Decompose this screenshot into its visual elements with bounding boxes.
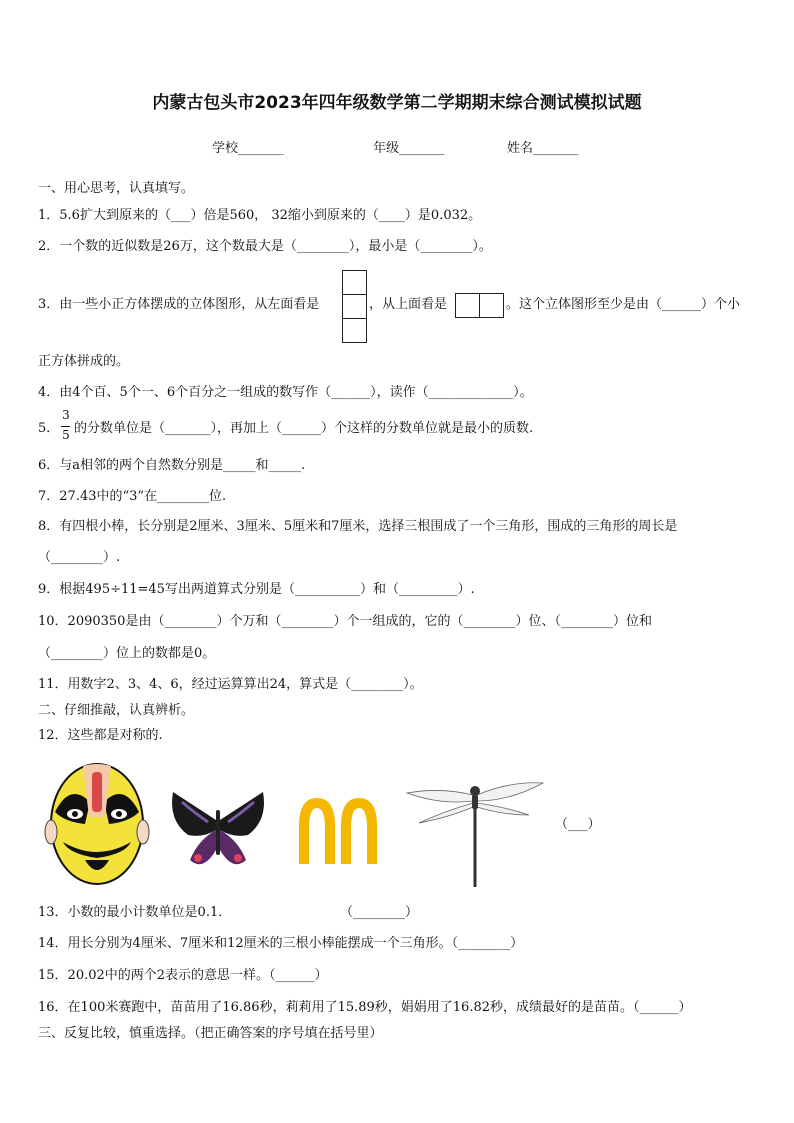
question-6: 6．与a相邻的两个自然数分别是_____和_____. (38, 458, 306, 473)
question-5-text: 的分数单位是（_______），再加上（______）个这样的分数单位就是最小的质数. (74, 421, 534, 436)
top-view-square-left (455, 293, 480, 318)
question-7: 7．27.43中的“3”在________位. (38, 489, 227, 504)
grade-field: 年级_______ (373, 141, 445, 156)
question-3-part-b: ，从上面看是 (369, 297, 448, 312)
question-15: 15．20.02中的两个2表示的意思一样。（______） (38, 968, 328, 983)
question-12: 12．这些都是对称的. (38, 728, 163, 743)
section-1-heading: 一、用心思考，认真填写。 (38, 181, 195, 196)
school-field: 学校_______ (212, 141, 284, 156)
mcdonalds-logo-image (295, 796, 381, 866)
top-view-square-right (479, 293, 504, 318)
question-8-line-1: 8．有四根小棒，长分别是2厘米、3厘米、5厘米和7厘米，选择三根围成了一个三角形，围成的三角形的周长是 (38, 519, 678, 534)
opera-mask-image (45, 762, 150, 887)
question-1: 1．5.6扩大到原来的（___）倍是560， 32缩小到原来的（____）是0.032。 (38, 208, 482, 223)
question-11: 11．用数字2、3、4、6，经过运算算出24，算式是（________）。 (38, 677, 423, 692)
question-3-part-d: 正方体拼成的。 (38, 354, 130, 369)
question-13: 13．小数的最小计数单位是0.1． (38, 905, 232, 920)
page-title: 内蒙古包头市2023年四年级数学第二学期期末综合测试模拟试题 (152, 93, 642, 113)
question-3-part-c: 。这个立体图形至少是由（______）个小 (506, 297, 741, 312)
fraction-numerator: 3 (62, 408, 70, 422)
section-3-heading: 三、反复比较，慎重选择。（把正确答案的序号填在括号里） (38, 1026, 383, 1041)
fraction-bar (61, 426, 70, 427)
left-view-square-bottom (342, 318, 367, 343)
question-16: 16．在100米赛跑中，苗苗用了16.86秒，莉莉用了15.89秒，娟娟用了16.82秒，成绩最好的是苗苗。（______） (38, 1000, 692, 1015)
question-8-line-2: （________）. (38, 550, 121, 565)
question-4: 4．由4个百、5个一、6个百分之一组成的数写作（______），读作（_____________）。 (38, 385, 533, 400)
question-13-blank: （________） (340, 905, 419, 920)
left-view-square-middle (342, 294, 367, 319)
question-12-blank: （___） (555, 817, 601, 832)
question-14: 14．用长分别为4厘米、7厘米和12厘米的三根小棒能摆成一个三角形。（________） (38, 936, 524, 951)
question-2: 2．一个数的近似数是26万，这个数最大是（________），最小是（________）。 (38, 239, 492, 254)
question-10-line-2: （________）位上的数都是0。 (38, 646, 216, 661)
section-2-heading: 二、仔细推敲，认真辨析。 (38, 703, 195, 718)
dragonfly-image (405, 775, 545, 890)
question-10-line-1: 10．2090350是由（________）个万和（________）个一组成的，它的（________）位、（________）位和 (38, 614, 652, 629)
left-view-square-top (342, 270, 367, 295)
question-9: 9．根据495÷11=45写出两道算式分别是（__________）和（_________）. (38, 582, 475, 597)
fraction-denominator: 5 (62, 428, 70, 442)
question-3-part-a: 3．由一些小正方体摆成的立体图形，从左面看是 (38, 297, 320, 312)
name-field: 姓名_______ (507, 141, 579, 156)
butterfly-image (168, 790, 268, 875)
question-5-number: 5． (38, 421, 60, 436)
